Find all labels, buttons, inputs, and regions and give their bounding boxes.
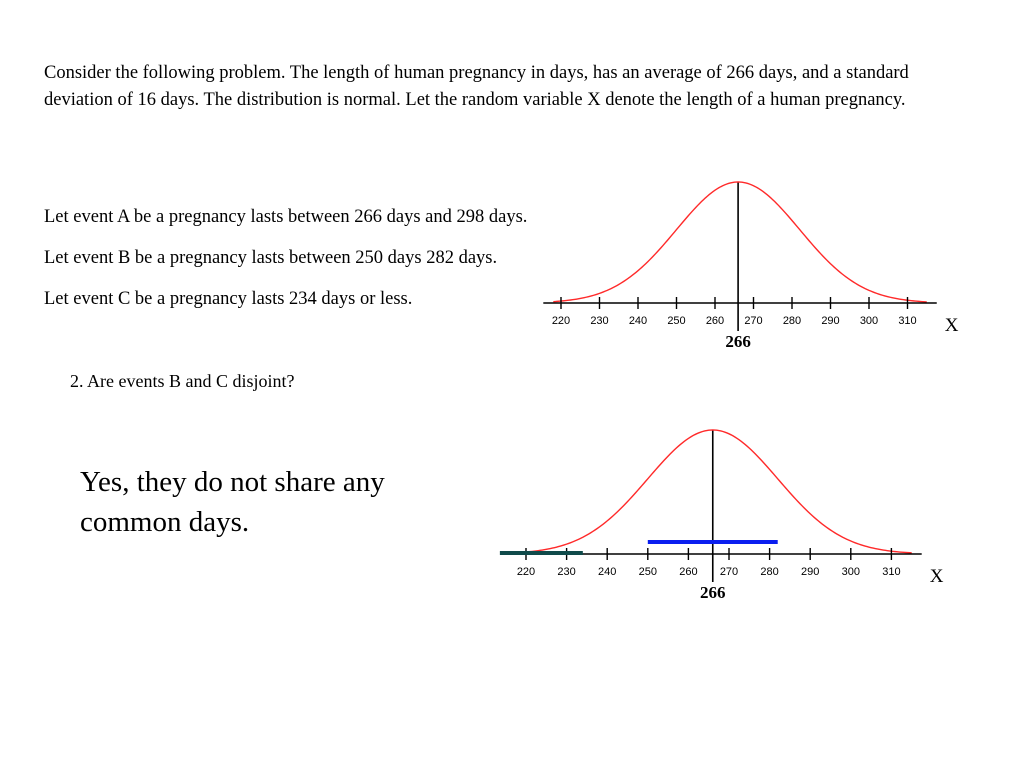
x-tick-label: 290 (801, 566, 820, 578)
event-c-definition: Let event C be a pregnancy lasts 234 days or less. (44, 289, 413, 309)
x-tick-label: 270 (719, 566, 739, 578)
normal-curve-chart-top (540, 170, 960, 355)
x-tick-label: 300 (841, 566, 860, 578)
x-tick-label: 260 (705, 315, 725, 327)
x-axis-label: X (929, 566, 944, 587)
x-tick-label: 230 (557, 566, 576, 578)
answer-text: Yes, they do not share any common days. (80, 466, 385, 538)
event-a-definition: Let event A be a pregnancy lasts between 266 days and 298 days. (44, 207, 528, 227)
x-tick-label: 230 (590, 315, 609, 327)
x-tick-label: 260 (679, 566, 698, 578)
normal-curve (553, 182, 926, 302)
x-axis-label: X (944, 315, 959, 336)
x-tick-label: 250 (667, 315, 686, 327)
mean-label: 266 (700, 583, 726, 602)
x-tick-label: 310 (898, 315, 917, 327)
mean-label: 266 (725, 332, 751, 351)
x-tick-label: 290 (821, 315, 840, 327)
x-tick-label: 280 (782, 315, 802, 327)
event-b-definition: Let event B be a pregnancy lasts between 250 days 282 days. (44, 248, 498, 268)
x-tick-label: 280 (760, 566, 779, 578)
x-tick-label: 250 (638, 566, 657, 578)
problem-statement: Consider the following problem. The length of human pregnancy in days, has an average of 266 days, and a standard deviation of 16 days. The distribution is normal. Let the random variable X denote the length of a human pregnancy. (44, 63, 909, 110)
x-tick-label: 220 (551, 315, 571, 327)
normal-curve-chart-bottom (490, 418, 944, 608)
x-tick-label: 270 (744, 315, 763, 327)
x-tick-label: 310 (882, 566, 901, 578)
normal-curve (518, 430, 912, 553)
question-text: 2. Are events B and C disjoint? (70, 371, 295, 391)
x-tick-label: 240 (628, 315, 648, 327)
x-tick-label: 300 (859, 315, 879, 327)
x-tick-label: 220 (516, 566, 536, 578)
x-tick-label: 240 (598, 566, 617, 578)
